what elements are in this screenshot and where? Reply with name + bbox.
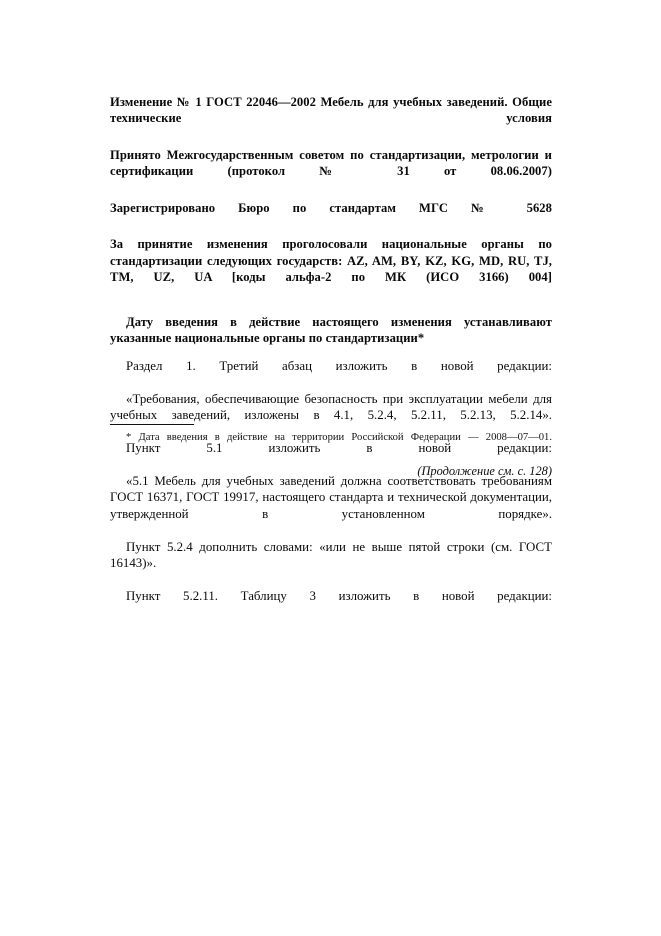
heading-block (110, 94, 552, 346)
footnote-separator-rule (110, 424, 194, 425)
document-body (110, 94, 552, 621)
amendment-item-5-1: Пункт 5.1 изложить в новой редакции: (126, 441, 552, 456)
footnote-text: * Дата введения в действие на территории Российской Федерации — 2008—07—01. (126, 432, 552, 443)
continuation-note: (Продолжение см. с. 128) (417, 464, 552, 478)
standard-title: Изменение № 1 ГОСТ 22046—2002 Мебель для учебных заведений. Общие технические условия (110, 95, 552, 126)
effective-date-statement: Дату введения в действие настоящего изменения устанавливают указанные национальные органы по стандартизации* (110, 314, 552, 345)
amendment-body (110, 358, 552, 621)
footnote-block (110, 424, 552, 459)
heading-spacer (110, 306, 552, 314)
amendment-item-5-2-11: Пункт 5.2.11. Таблицу 3 изложить в новой редакции: (126, 588, 552, 603)
registration-statement: Зарегистрировано Бюро по стандартам МГС № 5628 (110, 200, 552, 215)
amendment-item-5-2-4: Пункт 5.2.4 дополнить словами: «или не выше пятой строки (см. ГОСТ 16143)». (110, 539, 552, 571)
adoption-statement: Принято Межгосударственным советом по стандартизации, метрологии и сертификации (протокол № 31 от 08.06.2007) (110, 147, 552, 179)
amendment-text-section1: «Требования, обеспечивающие безопасность при эксплуатации мебели для учебных заведений, изложены в 4.1, 5.2.4, 5.2.11, 5.2.13, 5.2.14». (110, 391, 552, 423)
voting-countries-statement: За принятие изменения проголосовали национальные органы по стандартизации следующих государств: AZ, AM, BY, KZ, KG, MD, RU, TJ, TM, UZ, UA [коды альфа-2 по МК (ИСО 3166) 004] (110, 237, 552, 284)
amendment-item-section1: Раздел 1. Третий абзац изложить в новой редакции: (126, 359, 552, 374)
amendment-text-5-1: «5.1 Мебель для учебных заведений должна соответствовать требованиям ГОСТ 16371, ГОСТ 19917, настоящего стандарта и технической документации, утвержденной в установленном порядке». (110, 474, 552, 521)
